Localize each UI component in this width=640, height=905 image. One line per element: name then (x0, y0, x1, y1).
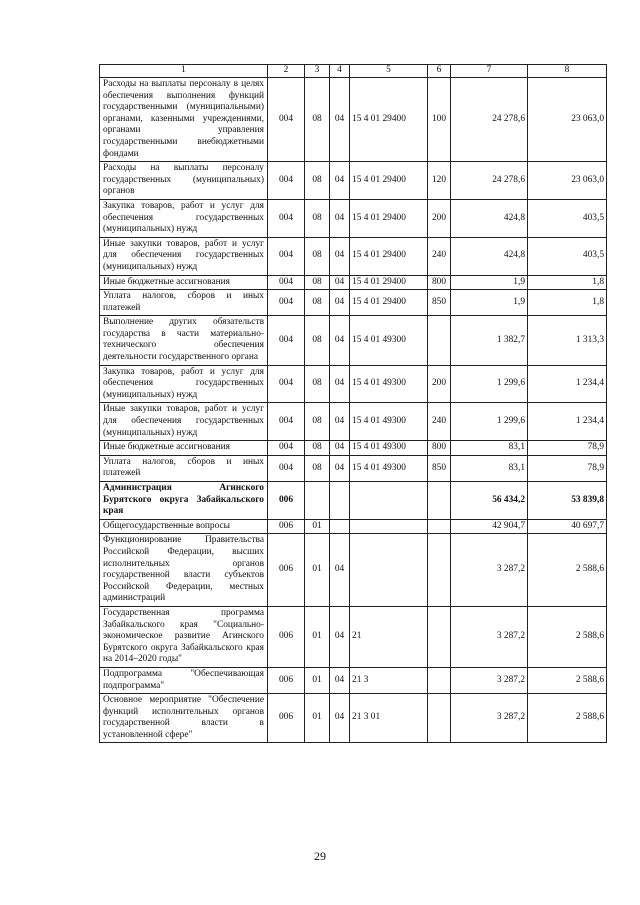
expense-type-cell: 100 (428, 78, 451, 162)
page-number: 29 (314, 849, 326, 863)
grbs-code-cell: 006 (268, 482, 305, 520)
amount-2-cell: 53 839,8 (528, 482, 607, 520)
amount-2-cell: 2 588,6 (528, 694, 607, 743)
grbs-code-cell: 004 (268, 199, 305, 237)
subsection-code-cell: 04 (330, 606, 350, 667)
expense-type-cell: 240 (428, 237, 451, 275)
subsection-code-cell: 04 (330, 365, 350, 403)
expense-type-cell: 800 (428, 441, 451, 456)
amount-1-cell: 56 434,2 (451, 482, 528, 520)
grbs-code-cell: 004 (268, 237, 305, 275)
section-code-cell: 01 (305, 534, 330, 607)
target-article-cell: 15 4 01 29400 (350, 237, 428, 275)
target-article-cell: 15 4 01 49300 (350, 403, 428, 441)
row-name-cell: Выполнение других обязательств государства в части материально-технического обеспечения деятельности государственного органа (100, 316, 268, 365)
amount-1-cell: 3 287,2 (451, 606, 528, 667)
table-row (100, 275, 607, 290)
table-row (100, 78, 607, 162)
expense-type-cell (428, 316, 451, 365)
grbs-code-cell: 006 (268, 694, 305, 743)
amount-1-cell: 1,9 (451, 275, 528, 290)
section-code-cell: 08 (305, 316, 330, 365)
expense-type-cell (428, 694, 451, 743)
table-row (100, 667, 607, 693)
amount-2-cell: 2 588,6 (528, 606, 607, 667)
amount-1-cell: 1 299,6 (451, 403, 528, 441)
column-header: 3 (305, 65, 330, 78)
table-row (100, 606, 607, 667)
table-row (100, 290, 607, 316)
row-name-cell: Подпрограмма "Обеспечивающая подпрограмма" (100, 667, 268, 693)
amount-2-cell: 23 063,0 (528, 162, 607, 200)
row-name-cell: Закупка товаров, работ и услуг для обеспечения государственных (муниципальных) нужд (100, 365, 268, 403)
expense-type-cell (428, 667, 451, 693)
column-header: 4 (330, 65, 350, 78)
amount-1-cell: 424,8 (451, 199, 528, 237)
amount-1-cell: 1 299,6 (451, 365, 528, 403)
subsection-code-cell: 04 (330, 534, 350, 607)
column-header: 1 (100, 65, 268, 78)
amount-1-cell: 42 904,7 (451, 519, 528, 534)
amount-1-cell: 1 382,7 (451, 316, 528, 365)
table-row (100, 694, 607, 743)
target-article-cell: 15 4 01 29400 (350, 275, 428, 290)
section-code-cell: 08 (305, 290, 330, 316)
column-header: 5 (350, 65, 428, 78)
row-name-cell: Уплата налогов, сборов и иных платежей (100, 290, 268, 316)
subsection-code-cell: 04 (330, 78, 350, 162)
row-name-cell: Администрация Агинского Бурятского округа Забайкальского края (100, 482, 268, 520)
amount-2-cell: 1 313,3 (528, 316, 607, 365)
section-code-cell: 08 (305, 365, 330, 403)
grbs-code-cell: 004 (268, 78, 305, 162)
grbs-code-cell: 004 (268, 455, 305, 481)
table-row (100, 534, 607, 607)
subsection-code-cell: 04 (330, 237, 350, 275)
expense-type-cell: 850 (428, 290, 451, 316)
grbs-code-cell: 004 (268, 441, 305, 456)
expense-type-cell: 240 (428, 403, 451, 441)
grbs-code-cell: 004 (268, 403, 305, 441)
expense-type-cell: 200 (428, 199, 451, 237)
row-name-cell: Общегосударственные вопросы (100, 519, 268, 534)
column-header: 2 (268, 65, 305, 78)
amount-2-cell: 1,8 (528, 275, 607, 290)
amount-2-cell: 2 588,6 (528, 534, 607, 607)
target-article-cell (350, 534, 428, 607)
expense-type-cell: 120 (428, 162, 451, 200)
expense-type-cell (428, 519, 451, 534)
subsection-code-cell: 04 (330, 441, 350, 456)
grbs-code-cell: 004 (268, 316, 305, 365)
section-code-cell: 08 (305, 275, 330, 290)
expense-type-cell (428, 606, 451, 667)
target-article-cell: 21 3 (350, 667, 428, 693)
target-article-cell: 15 4 01 29400 (350, 290, 428, 316)
amount-1-cell: 3 287,2 (451, 694, 528, 743)
grbs-code-cell: 004 (268, 290, 305, 316)
row-name-cell: Закупка товаров, работ и услуг для обеспечения государственных (муниципальных) нужд (100, 199, 268, 237)
target-article-cell: 15 4 01 29400 (350, 162, 428, 200)
target-article-cell: 15 4 01 49300 (350, 365, 428, 403)
expense-type-cell (428, 482, 451, 520)
table-row (100, 237, 607, 275)
target-article-cell: 15 4 01 49300 (350, 441, 428, 456)
grbs-code-cell: 006 (268, 606, 305, 667)
section-code-cell: 01 (305, 606, 330, 667)
expense-type-cell: 200 (428, 365, 451, 403)
row-name-cell: Государственная программа Забайкальского края "Социально-экономическое развитие Агинского Бурятского округа Забайкальского края на 2014–2020 годы" (100, 606, 268, 667)
amount-1-cell: 24 278,6 (451, 162, 528, 200)
table-row (100, 199, 607, 237)
budget-table (99, 64, 607, 743)
amount-1-cell: 424,8 (451, 237, 528, 275)
amount-2-cell: 78,9 (528, 441, 607, 456)
grbs-code-cell: 004 (268, 162, 305, 200)
amount-2-cell: 1 234,4 (528, 365, 607, 403)
section-code-cell: 08 (305, 441, 330, 456)
amount-2-cell: 2 588,6 (528, 667, 607, 693)
table-row (100, 441, 607, 456)
expense-type-cell: 850 (428, 455, 451, 481)
amount-1-cell: 83,1 (451, 455, 528, 481)
row-name-cell: Уплата налогов, сборов и иных платежей (100, 455, 268, 481)
subsection-code-cell (330, 482, 350, 520)
amount-2-cell: 1,8 (528, 290, 607, 316)
table-row (100, 365, 607, 403)
target-article-cell: 21 3 01 (350, 694, 428, 743)
section-code-cell: 08 (305, 455, 330, 481)
table-row (100, 162, 607, 200)
table-row (100, 403, 607, 441)
target-article-cell: 15 4 01 49300 (350, 316, 428, 365)
subsection-code-cell: 04 (330, 275, 350, 290)
amount-2-cell: 78,9 (528, 455, 607, 481)
table-row (100, 482, 607, 520)
row-name-cell: Расходы на выплаты персоналу в целях обеспечения выполнения функций государственными (муниципальными) органами, казенными учреждениями, органами управления государственными внебюджетными фондами (100, 78, 268, 162)
section-code-cell: 08 (305, 237, 330, 275)
section-code-cell: 08 (305, 199, 330, 237)
target-article-cell: 15 4 01 49300 (350, 455, 428, 481)
row-name-cell: Иные бюджетные ассигнования (100, 275, 268, 290)
section-code-cell (305, 482, 330, 520)
row-name-cell: Иные закупки товаров, работ и услуг для обеспечения государственных (муниципальных) нужд (100, 403, 268, 441)
subsection-code-cell: 04 (330, 199, 350, 237)
row-name-cell: Иные бюджетные ассигнования (100, 441, 268, 456)
subsection-code-cell: 04 (330, 694, 350, 743)
section-code-cell: 01 (305, 667, 330, 693)
row-name-cell: Иные закупки товаров, работ и услуг для обеспечения государственных (муниципальных) нужд (100, 237, 268, 275)
subsection-code-cell (330, 519, 350, 534)
amount-1-cell: 3 287,2 (451, 534, 528, 607)
amount-2-cell: 40 697,7 (528, 519, 607, 534)
subsection-code-cell: 04 (330, 290, 350, 316)
amount-2-cell: 403,5 (528, 237, 607, 275)
amount-2-cell: 403,5 (528, 199, 607, 237)
target-article-cell (350, 482, 428, 520)
grbs-code-cell: 006 (268, 667, 305, 693)
row-name-cell: Расходы на выплаты персоналу государственных (муниципальных) органов (100, 162, 268, 200)
target-article-cell: 15 4 01 29400 (350, 78, 428, 162)
grbs-code-cell: 004 (268, 365, 305, 403)
section-code-cell: 01 (305, 694, 330, 743)
table-row (100, 455, 607, 481)
amount-1-cell: 24 278,6 (451, 78, 528, 162)
expense-type-cell (428, 534, 451, 607)
expense-type-cell: 800 (428, 275, 451, 290)
subsection-code-cell: 04 (330, 455, 350, 481)
table-row (100, 519, 607, 534)
grbs-code-cell: 004 (268, 275, 305, 290)
subsection-code-cell: 04 (330, 667, 350, 693)
amount-1-cell: 1,9 (451, 290, 528, 316)
row-name-cell: Функционирование Правительства Российской Федерации, высших исполнительных органов государственной власти субъектов Российской Федерации, местных администраций (100, 534, 268, 607)
subsection-code-cell: 04 (330, 403, 350, 441)
target-article-cell: 15 4 01 29400 (350, 199, 428, 237)
column-header: 7 (451, 65, 528, 78)
table-row (100, 316, 607, 365)
section-code-cell: 01 (305, 519, 330, 534)
target-article-cell: 21 (350, 606, 428, 667)
amount-1-cell: 83,1 (451, 441, 528, 456)
section-code-cell: 08 (305, 162, 330, 200)
amount-2-cell: 1 234,4 (528, 403, 607, 441)
table-header-row (100, 65, 607, 78)
target-article-cell (350, 519, 428, 534)
grbs-code-cell: 006 (268, 534, 305, 607)
amount-2-cell: 23 063,0 (528, 78, 607, 162)
grbs-code-cell: 006 (268, 519, 305, 534)
amount-1-cell: 3 287,2 (451, 667, 528, 693)
column-header: 6 (428, 65, 451, 78)
section-code-cell: 08 (305, 403, 330, 441)
section-code-cell: 08 (305, 78, 330, 162)
row-name-cell: Основное мероприятие "Обеспечение функций исполнительных органов государственной власти в установленной сфере" (100, 694, 268, 743)
column-header: 8 (528, 65, 607, 78)
subsection-code-cell: 04 (330, 162, 350, 200)
subsection-code-cell: 04 (330, 316, 350, 365)
